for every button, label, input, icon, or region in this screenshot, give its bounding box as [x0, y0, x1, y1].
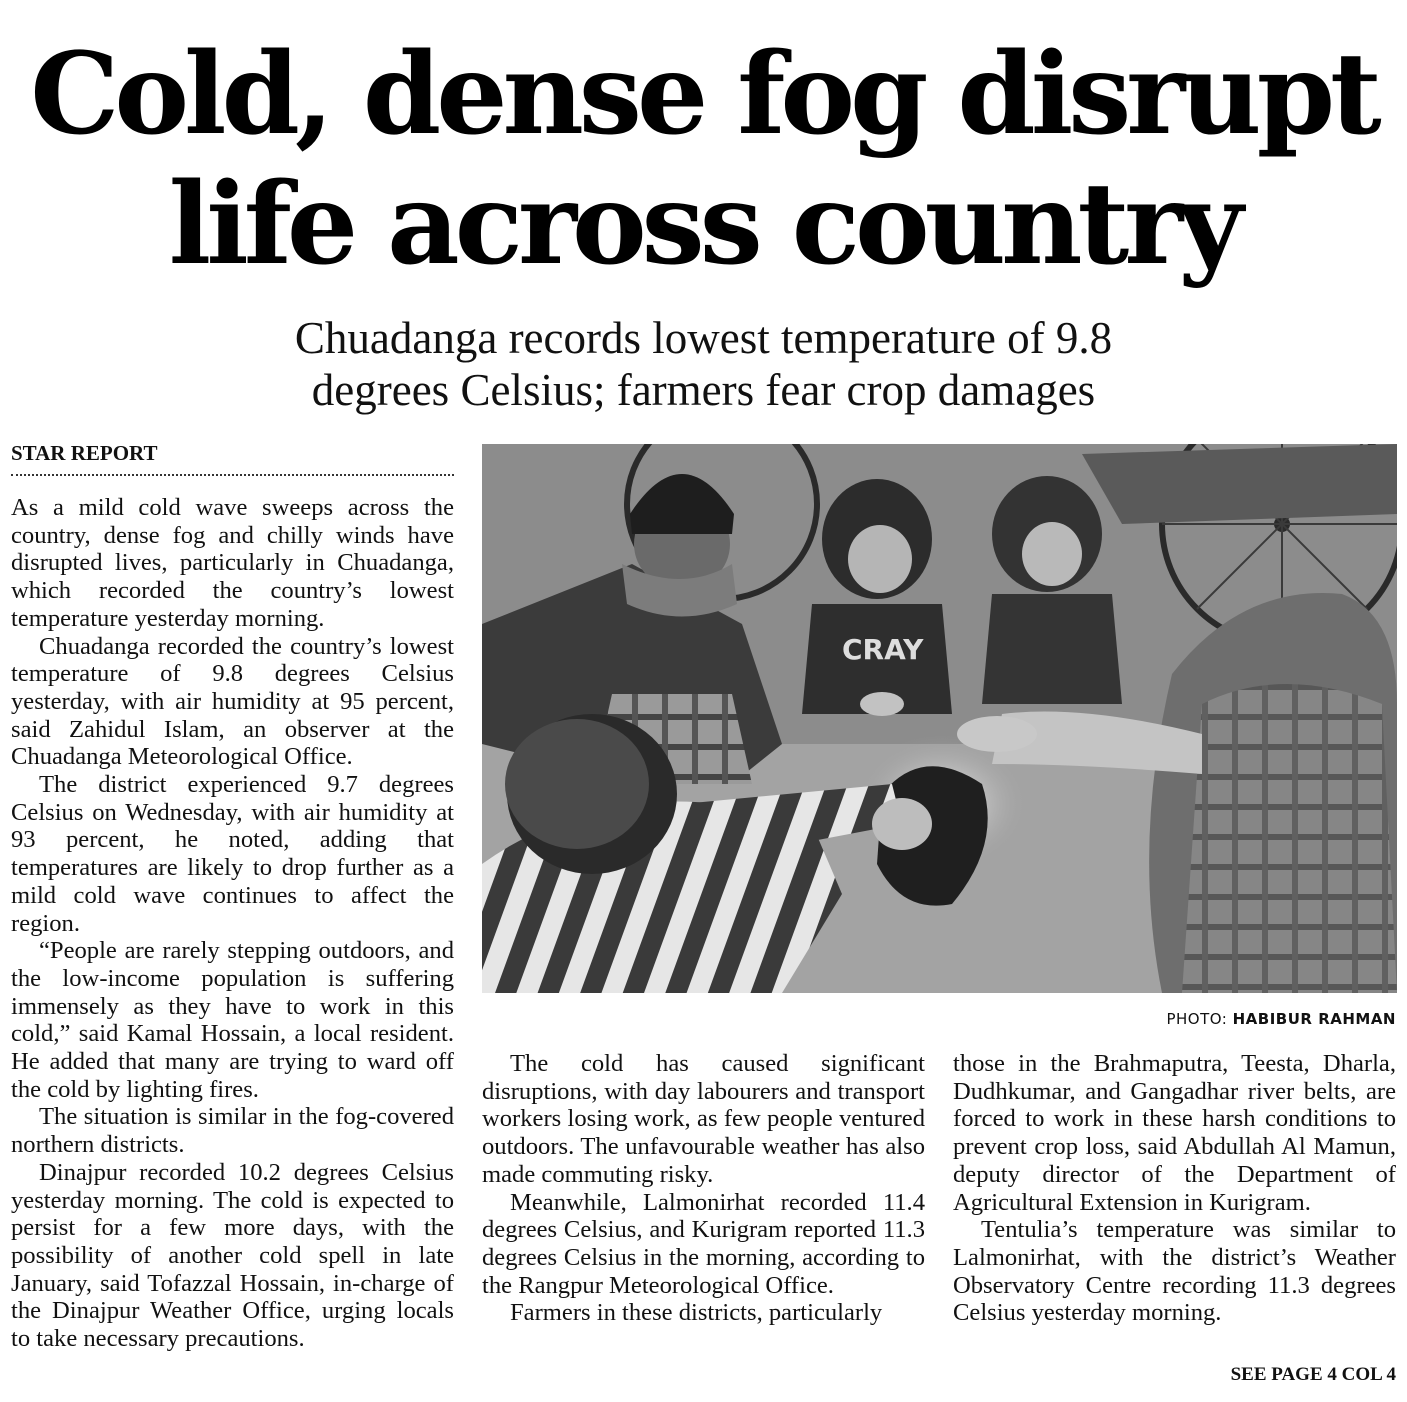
- paragraph: As a mild cold wave sweeps across the country, dense fog and chilly winds have disrupted lives, particularly in Chuadanga, which recorded the country’s lowest temperature yesterday morning.: [11, 494, 454, 632]
- headline-line-1: Cold, dense fog disrupt: [30, 29, 1377, 160]
- continuation-link[interactable]: SEE PAGE 4 COL 4: [1230, 1364, 1396, 1385]
- article-column-3: [953, 1050, 1396, 1327]
- article-column-2: [482, 1050, 925, 1327]
- headline: [0, 30, 1407, 290]
- paragraph: those in the Brahmaputra, Teesta, Dharla, Dudhkumar, and Gangadhar river belts, are forced to work in these harsh conditions to prevent crop loss, said Abdullah Al Mamun, deputy director of the Department of Agricultural Extension in Kurigram.: [953, 1050, 1396, 1216]
- paragraph: Chuadanga recorded the country’s lowest temperature of 9.8 degrees Celsius yesterday, with air humidity at 95 percent, said Zahidul Islam, an observer at the Chuadanga Meteorological Office.: [11, 632, 454, 771]
- subheadline: [0, 312, 1407, 416]
- byline: STAR REPORT: [11, 441, 454, 476]
- subheadline-line-1: Chuadanga records lowest temperature of 9.8: [294, 313, 1113, 363]
- paragraph: The cold has caused significant disruptions, with day labourers and transport workers losing work, as few people ventured outdoors. The unfavourable weather has also made commuting risky.: [482, 1050, 925, 1188]
- paragraph: The district experienced 9.7 degrees Celsius on Wednesday, with air humidity at 93 percent, he noted, adding that temperatures are likely to drop further as a mild cold wave continues to affect the region.: [11, 771, 454, 937]
- paragraph: Farmers in these districts, particularly: [510, 1299, 883, 1327]
- paragraph: “People are rarely stepping outdoors, and the low-income population is suffering immensely as they have to work in this cold,” said Kamal Hossain, a local resident. He added that many are trying to ward off the cold by lighting fires.: [11, 937, 454, 1103]
- headline-line-2: life across country: [168, 159, 1239, 290]
- photo-credit-name: HABIBUR RAHMAN: [1232, 1010, 1396, 1028]
- paragraph: Dinajpur recorded 10.2 degrees Celsius yesterday morning. The cold is expected to persist for a few more days, with the possibility of another cold spell in late January, said Tofazzal Hossain, in-charge of the Dinajpur Weather Office, urging locals to take necessary precautions.: [11, 1158, 454, 1353]
- svg-text:CRAY: CRAY: [842, 633, 924, 666]
- paragraph: The situation is similar in the fog-covered northern districts.: [11, 1103, 454, 1159]
- photo-credit-label: PHOTO:: [1166, 1010, 1228, 1028]
- news-photo: [482, 444, 1397, 993]
- paragraph: Tentulia’s temperature was similar to Lalmonirhat, with the district’s Weather Observatory Centre recording 11.3 degrees Celsius yesterday morning.: [953, 1216, 1396, 1327]
- photo-credit: [1166, 1010, 1396, 1028]
- photo-illustration: [482, 444, 1397, 993]
- article-column-1: [11, 494, 454, 1353]
- paragraph: Meanwhile, Lalmonirhat recorded 11.4 degrees Celsius, and Kurigram reported 11.3 degrees Celsius in the morning, according to the Rangpur Meteorological Office.: [482, 1188, 925, 1299]
- subheadline-line-2: degrees Celsius; farmers fear crop damages: [311, 365, 1096, 415]
